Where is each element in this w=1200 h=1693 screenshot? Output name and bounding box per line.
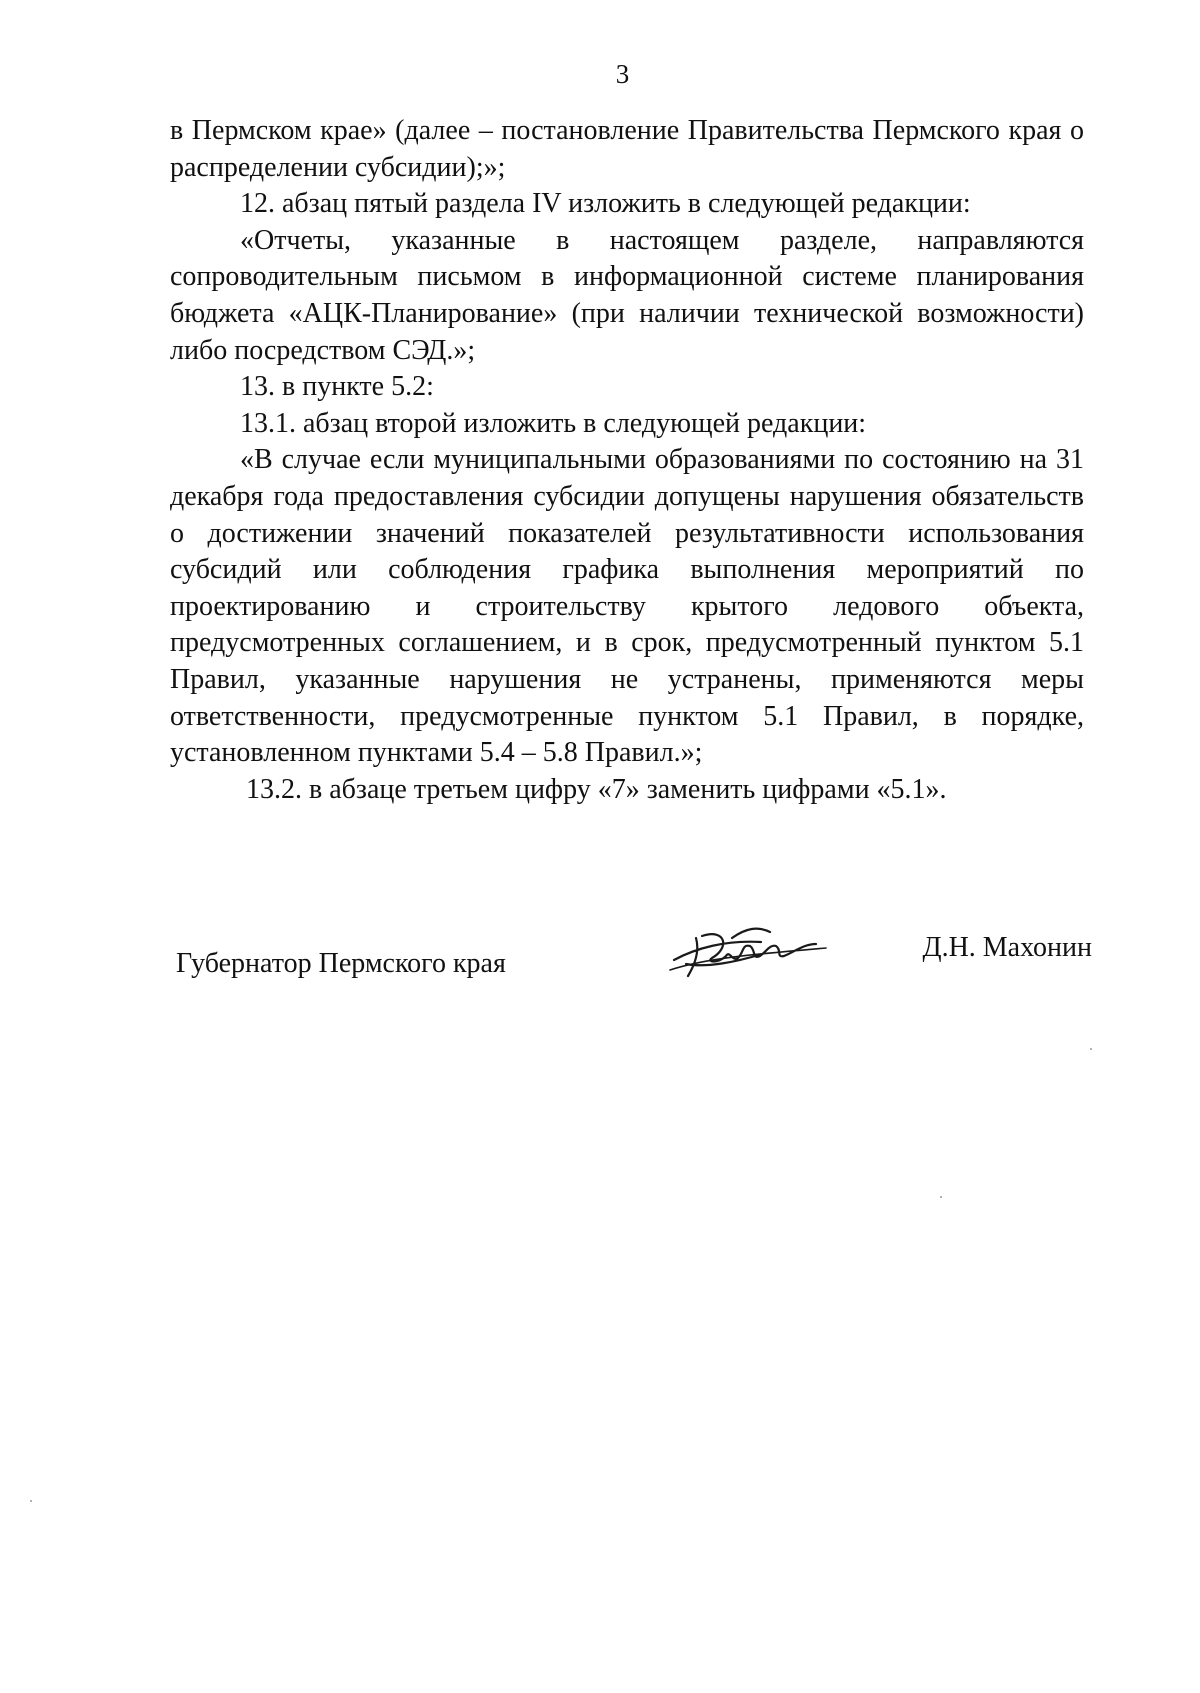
paragraph: «В случае если муниципальными образованиями по состоянию на 31 декабря года предоставления субсидии допущены нарушения обязательств о достижении значений показателей результативности использования субсидий или соблюдения графика выполнения мероприятий по проектированию и строительству крытого ледового объекта, предусмотренных соглашением, и в срок, предусмотренный пунктом 5.1 Правил, указанные нарушения не устранены, применяются меры ответственности, предусмотренные пунктом 5.1 Правил, в порядке, установленном пунктами 5.4 – 5.8 Правил.»; [170, 444, 1084, 769]
paragraph: 13. в пункте 5.2: [240, 371, 434, 403]
signer-name: Д.Н. Махонин [922, 932, 1092, 963]
paragraph: 13.1. абзац второй изложить в следующей редакции: [240, 407, 867, 439]
paragraph: «Отчеты, указанные в настоящем разделе, направляются сопроводительным письмом в информационной системе планирования бюджета «АЦК-Планирование» (при наличии технической возможности) либо посредством СЭД.»; [170, 224, 1084, 366]
scan-speck [1090, 1048, 1092, 1050]
signature-block [176, 930, 1092, 1020]
scan-speck [30, 1500, 32, 1502]
scan-speck [940, 1196, 942, 1198]
handwritten-signature [666, 918, 836, 988]
paragraph: в Пермском крае» (далее – постановление Правительства Пермского края о распределении субсидии);»; [170, 115, 1084, 183]
page-number: 3 [615, 59, 630, 89]
paragraph: 13.2. в абзаце третьем цифру «7» заменить цифрами «5.1». [246, 773, 947, 805]
document-body [170, 113, 1084, 808]
paragraph: 12. абзац пятый раздела IV изложить в следующей редакции: [240, 188, 971, 220]
signer-title: Губернатор Пермского края [176, 948, 506, 979]
